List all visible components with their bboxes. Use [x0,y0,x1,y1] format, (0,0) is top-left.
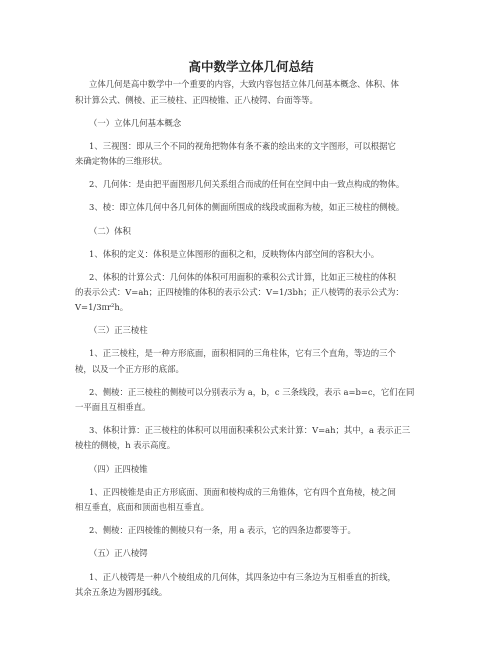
paragraph-line: 2、侧棱：正三棱柱的侧棱可以分别表示为 a，b，c 三条线段，表示 a=b=c，它们在同 [89,387,415,397]
paragraph-line: V=1/3πr²h。 [75,302,129,312]
paragraph-line: 棱柱的侧棱，h 表示高度。 [75,440,176,450]
section-heading: （三）正三棱柱 [89,325,148,335]
paragraph-line: 1、三视图：即从三个不同的视角把物体有条不紊的绘出来的文字图形，可以根据它 [89,141,396,151]
section-heading: （五）正八棱锷 [89,548,148,558]
paragraph-line: 2、侧棱：正四棱锥的侧棱只有一条，用 a 表示，它的四条边都要等于。 [89,525,356,535]
paragraph-line: 来确定物体的三维形状。 [75,156,168,166]
paragraph-line: 一平面且互相垂直。 [75,402,151,412]
page-title: 高中数学立体几何总结 [188,59,314,74]
paragraph-line: 1、正八棱锷是一种八个棱组成的几何体，其四条边中有三条边为互相垂直的折线， [89,572,396,582]
paragraph-line: 的表示公式：V=ah；正四棱锥的体积的表示公式：V=1/3bh；正八棱锷的表示公式为： [75,287,404,297]
paragraph-line: 其余五条边为圆形弧线。 [75,587,168,597]
paragraph-line: 3、体积计算：正三棱柱的体积可以用面积乘积公式来计算：V=ah；其中，a 表示正三 [89,425,411,435]
paragraph-line: 3、棱：即立体几何中各几何体的侧面所围成的线段或面称为棱，如正三棱柱的侧棱。 [89,202,405,212]
section-heading: （二）体积 [89,226,131,236]
paragraph-line: 棱，以及一个正方形的底部。 [75,364,184,374]
paragraph-line: 2、几何体：是由把平面图形几何关系组合而成的任何在空间中由一致点构成的物体。 [89,179,405,189]
paragraph-line: 1、体积的定义：体积是立体图形的面积之和，反映物体内部空间的容积大小。 [89,249,380,259]
intro-line: 立体几何是高中数学中一个重要的内容，大致内容包括立体几何基本概念、体积、体 [89,79,399,89]
paragraph-line: 1、正四棱锥是由正方形底面、顶面和棱构成的三角锥体，它有四个直角棱，棱之间 [89,487,396,497]
paragraph-line: 1、正三棱柱，是一种方形底面，面积相同的三角柱体，它有三个直角，等边的三个 [89,348,396,358]
section-heading: （四）正四棱锥 [89,464,148,474]
paragraph-line: 相互垂直，底面和顶面也相互垂直。 [75,502,209,512]
section-heading: （一）立体几何基本概念 [89,118,182,128]
intro-line: 积计算公式、侧棱、正三棱柱、正四棱锥、正八棱锷、台面等等。 [75,95,318,105]
paragraph-line: 2、体积的计算公式：几何体的体积可用面积的乘积公式计算，比如正三棱柱的体积 [89,272,396,282]
